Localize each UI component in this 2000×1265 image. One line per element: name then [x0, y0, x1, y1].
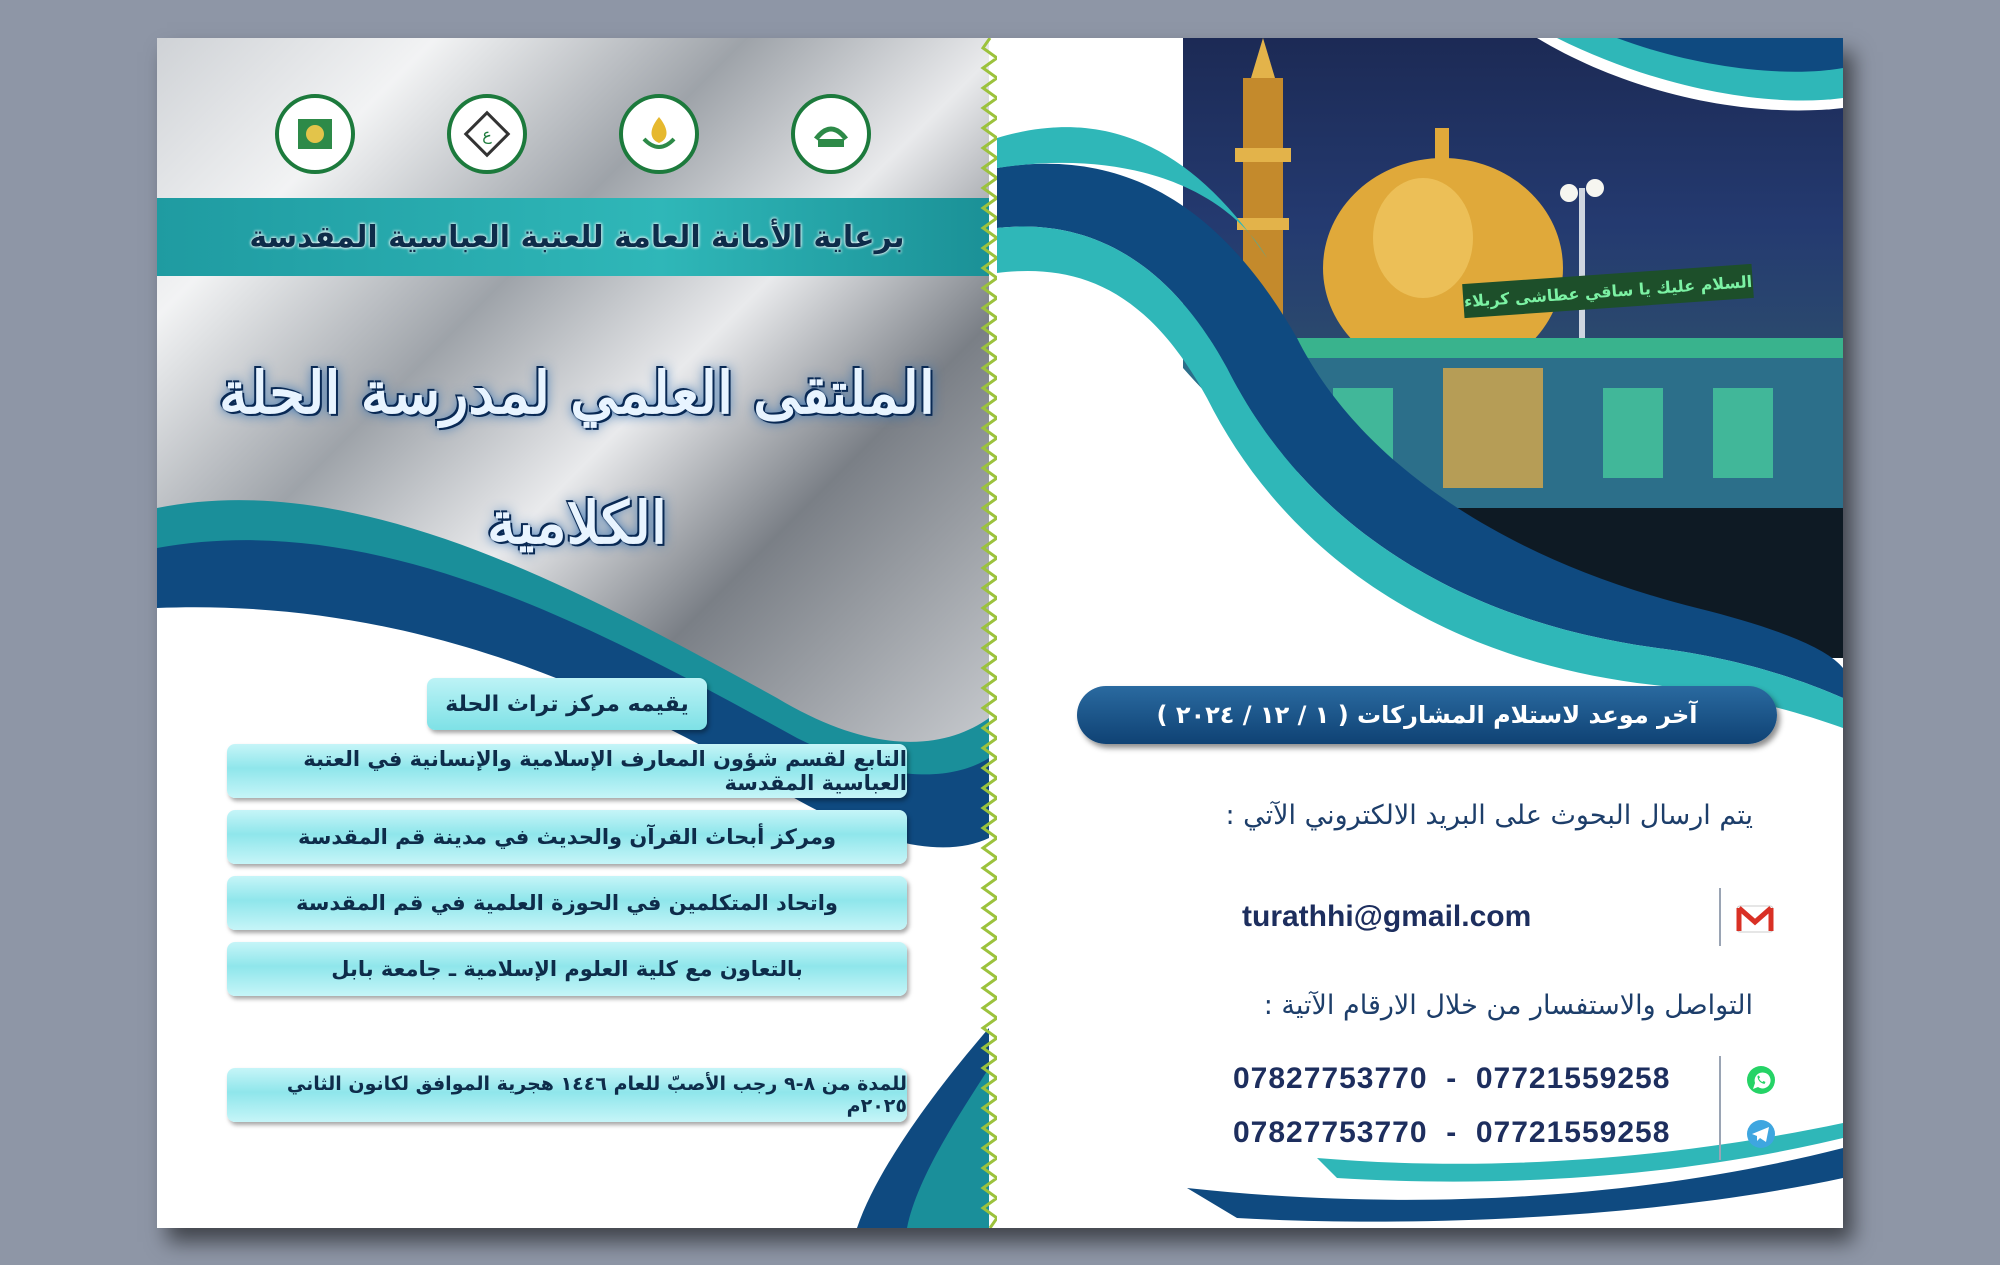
affiliation-row-1: التابع لقسم شؤون المعارف الإسلامية والإنسانية في العتبة العباسية المقدسة — [227, 744, 907, 798]
gmail-icon — [1735, 898, 1775, 938]
logo-row — [157, 94, 989, 174]
date-line: للمدة من ٨-٩ رجب الأصبّ للعام ١٤٤٦ هجرية الموافق لكانون الثاني ٢٠٢٥م — [227, 1068, 907, 1122]
telegram-numbers[interactable]: 07827753770 - 07721559258 — [1233, 1116, 1671, 1149]
email-intro-text: يتم ارسال البحوث على البريد الالكتروني الآتي : — [1225, 800, 1753, 831]
whatsapp-numbers[interactable]: 07827753770 - 07721559258 — [1233, 1062, 1671, 1095]
right-wave-decoration — [997, 38, 1843, 1228]
email-row — [997, 888, 1843, 948]
svg-text:ع: ع — [482, 125, 492, 144]
contact-intro-text: التواصل والاستفسار من خلال الارقام الآتية : — [1263, 990, 1753, 1021]
right-panel — [997, 38, 1843, 1228]
emblem-logo-4-icon — [791, 94, 871, 174]
telegram-row — [997, 1110, 1843, 1160]
affiliation-row-3: واتحاد المتكلمين في الحوزة العلمية في قم المقدسة — [227, 876, 907, 930]
brochure-sheet — [157, 38, 1843, 1228]
patron-text: برعاية الأمانة العامة للعتبة العباسية المقدسة — [249, 219, 905, 255]
organizer-label: يقيمه مركز تراث الحلة — [427, 678, 707, 730]
email-address-link[interactable]: turathhi@gmail.com — [1242, 900, 1532, 933]
affiliation-row-4: بالتعاون مع كلية العلوم الإسلامية ـ جامعة بابل — [227, 942, 907, 996]
conference-title: الملتقى العلمي لمدرسة الحلة الكلامية — [219, 359, 935, 557]
left-panel — [157, 38, 989, 1228]
deadline-banner: آخر موعد لاستلام المشاركات ( ١ / ١٢ / ٢٠٢٤ ) — [1077, 686, 1777, 744]
whatsapp-icon — [1745, 1064, 1777, 1096]
shrine-banner-caption: السلام عليك يا ساقي عطاشى كربلاء — [1462, 264, 1754, 318]
emblem-logo-3-icon — [619, 94, 699, 174]
affiliation-row-2: ومركز أبحاث القرآن والحديث في مدينة قم المقدسة — [227, 810, 907, 864]
emblem-logo-2-icon — [447, 94, 527, 174]
email-separator — [1719, 888, 1721, 946]
telegram-icon — [1745, 1118, 1777, 1150]
whatsapp-row — [997, 1056, 1843, 1106]
emblem-logo-1-icon — [275, 94, 355, 174]
patron-band — [157, 198, 989, 276]
